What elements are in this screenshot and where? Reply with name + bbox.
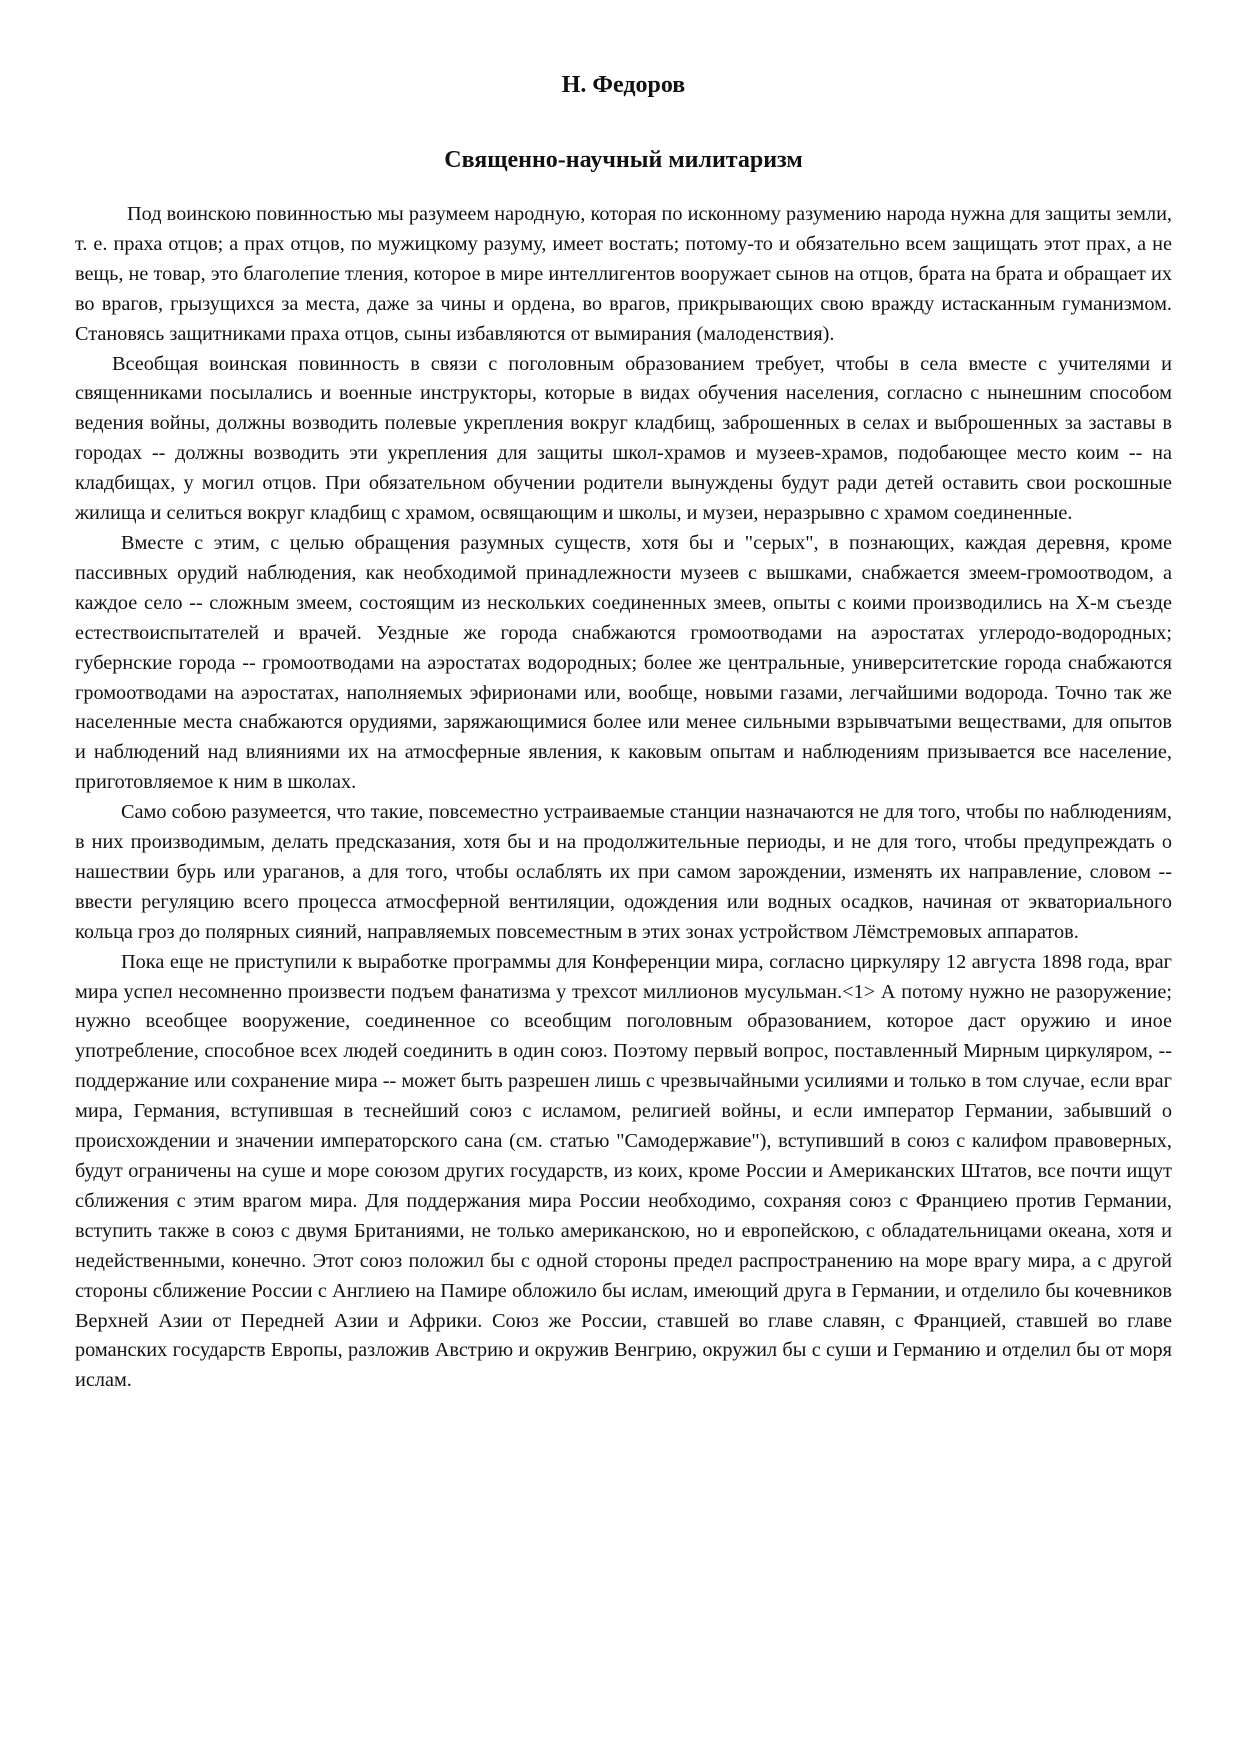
author-name: Н. Федоров: [561, 72, 686, 98]
paragraph-1: Под воинскою повинностью мы разумеем народную, которая по исконному разумению народа нужна для защиты земли, т. е. праха отцов; а прах отцов, по мужицкому разуму, имеет востать; потому-то и обязательно всем защищать этот прах, а не вещь, не товар, это благолепие тления, которое в мире интеллигентов вооружает сынов на отцов, брата на брата и обращает их во врагов, грызущихся за места, даже за чины и ордена, во врагов, прикрывающих свою вражду истасканным гуманизмом. Становясь защитниками праха отцов, сыны избавляются от вымирания (малоденствия).: [75, 203, 1172, 345]
paragraph-4: Само собою разумеется, что такие, повсеместно устраиваемые станции назначаются не для того, чтобы по наблюдениям, в них производимым, делать предсказания, хотя бы и на продолжительные периоды, и не для того, чтобы предупреждать о нашествии бурь или ураганов, а для того, чтобы ослаблять их при самом зарождении, изменять их направление, словом -- ввести регуляцию всего процесса атмосферной вентиляции, одождения или водных осадков, начиная от экваториального кольца гроз до полярных сияний, направляемых повсеместным в этих зонах устройством Лёмстремовых аппаратов.: [75, 801, 1172, 943]
article-title: Священно-научный милитаризм: [444, 147, 803, 173]
paragraph-5: Пока еще не приступили к выработке программы для Конференции мира, согласно циркуляру 12 августа 1898 года, враг мира успел несомненно произвести подъем фанатизма у трехсот миллионов мусульман.<1> А потому нужно не разоружение; нужно всеобщее вооружение, соединенное со всеобщим поголовным образованием, которое даст оружию и иное употребление, способное всех людей соединить в один союз. Поэтому первый вопрос, поставленный Мирным циркуляром, -- поддержание или сохранение мира -- может быть разрешен лишь с чрезвычайными усилиями и только в том случае, если враг мира, Германия, вступившая в теснейший союз с исламом, религией войны, и если император Германии, забывший о происхождении и значении императорского сана (см. статью "Самодержавие"), вступивший в союз с калифом правоверных, будут ограничены на суше и море союзом других государств, из коих, кроме России и Американских Штатов, все почти ищут сближения с этим врагом мира. Для поддержания мира России необходимо, сохраняя союз с Франциею против Германии, вступить также в союз с двумя Британиями, не только американскою, но и европейскою, с обладательницами океана, хотя и недейственными, конечно. Этот союз положил бы с одной стороны предел распространению на море врагу мира, а с другой стороны сближение России с Англиею на Памире обложило бы ислам, имеющий друга в Германии, и отделило бы кочевников Верхней Азии от Передней Азии и Африки. Союз же России, ставшей во главе славян, с Францией, ставшей во главе романских государств Европы, разложив Австрию и окружив Венгрию, окружил бы с суши и Германию и отделил бы от моря ислам.: [75, 950, 1172, 1392]
paragraph-2: Всеобщая воинская повинность в связи с поголовным образованием требует, чтобы в села вместе с учителями и священниками посылались и военные инструкторы, которые в видах обучения населения, согласно с нынешним способом ведения войны, должны возводить полевые укрепления вокруг кладбищ, заброшенных в селах и выброшенных за заставы в городах -- должны возводить эти укрепления для защиты школ-храмов и музеев-храмов, подобающее место коим -- на кладбищах, у могил отцов. При обязательном обучении родители вынуждены будут ради детей оставить свои роскошные жилища и селиться вокруг кладбищ с храмом, освящающим и школы, и музеи, неразрывно с храмом соединенные.: [75, 352, 1172, 525]
paragraph-3: Вместе с этим, с целью обращения разумных существ, хотя бы и "серых", в познающих, каждая деревня, кроме пассивных орудий наблюдения, как необходимой принадлежности музеев с вышками, снабжается змеем-громоотводом, а каждое село -- сложным змеем, состоящим из нескольких соединенных змеев, опыты с коими производились на Х-м съезде естествоиспытателей и врачей. Уездные же города снабжаются громоотводами на аэростатах углеродо-водородных; губернские города -- громоотводами на аэростатах водородных; более же центральные, университетские города снабжаются громоотводами на аэростатах, наполняемых эфирионами или, вообще, новыми газами, легчайшими водорода. Точно так же населенные места снабжаются орудиями, заряжающимися более или менее сильными взрывчатыми веществами, для опытов и наблюдений над влияниями их на атмосферные явления, к каковым опытам и наблюдениям призывается все население, приготовляемое к ним в школах.: [75, 531, 1172, 794]
document-page: [75, 70, 1172, 1396]
